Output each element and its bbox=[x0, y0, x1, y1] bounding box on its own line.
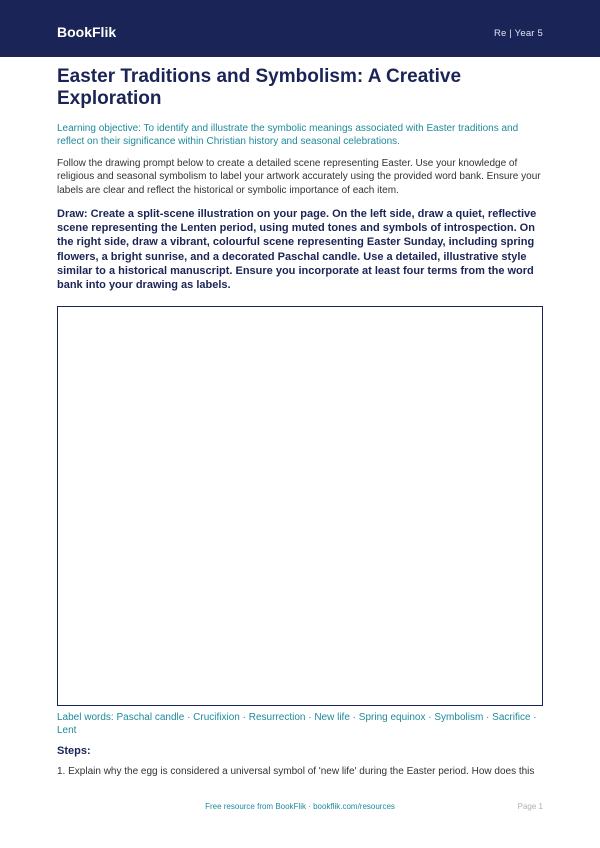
page-title: Easter Traditions and Symbolism: A Creative Exploration bbox=[57, 66, 462, 109]
subject-year-label: Re | Year 5 bbox=[493, 28, 543, 39]
drawing-area[interactable] bbox=[57, 306, 543, 706]
intro-text: Follow the drawing prompt below to create a detailed scene representing Easter. Use your knowledge of religious and seasonal symbolism to label your artwork accurately using the provided word bank. Ensure your labels are clear and reflect the historical or symbolic importance of each item. bbox=[57, 158, 541, 196]
steps-heading: Steps: bbox=[57, 745, 91, 757]
page-number: Page 1 bbox=[517, 802, 543, 811]
word-bank: Label words: Paschal candle · Crucifixion · Resurrection · New life · Spring equinox · Symbolism · Sacrifice · Lent bbox=[57, 712, 537, 736]
footer-resource-link[interactable]: Free resource from BookFlik · bookflik.com/resources bbox=[205, 802, 395, 811]
brand-logo-text[interactable]: BookFlik bbox=[57, 24, 117, 40]
footer bbox=[0, 802, 600, 816]
header-bar bbox=[0, 0, 600, 57]
step-item: 1. Explain why the egg is considered a universal symbol of 'new life' during the Easter period. How does this bbox=[57, 766, 535, 777]
drawing-prompt: Draw: Create a split-scene illustration on your page. On the left side, draw a quiet, reflective scene representing the Lenten period, using muted tones and symbols of introspection. On the right side, draw a vibrant, colourful scene representing Easter Sunday, including spring flowers, a bright sunrise, and a decorated Paschal candle. Use a detailed, illustrative style similar to a historical manuscript. Ensure you incorporate at least four terms from the word bank into your drawing as labels. bbox=[57, 208, 537, 292]
learning-objective: Learning objective: To identify and illustrate the symbolic meanings associated with Easter traditions and reflect on their significance within Christian history and seasonal celebrations. bbox=[57, 123, 519, 147]
